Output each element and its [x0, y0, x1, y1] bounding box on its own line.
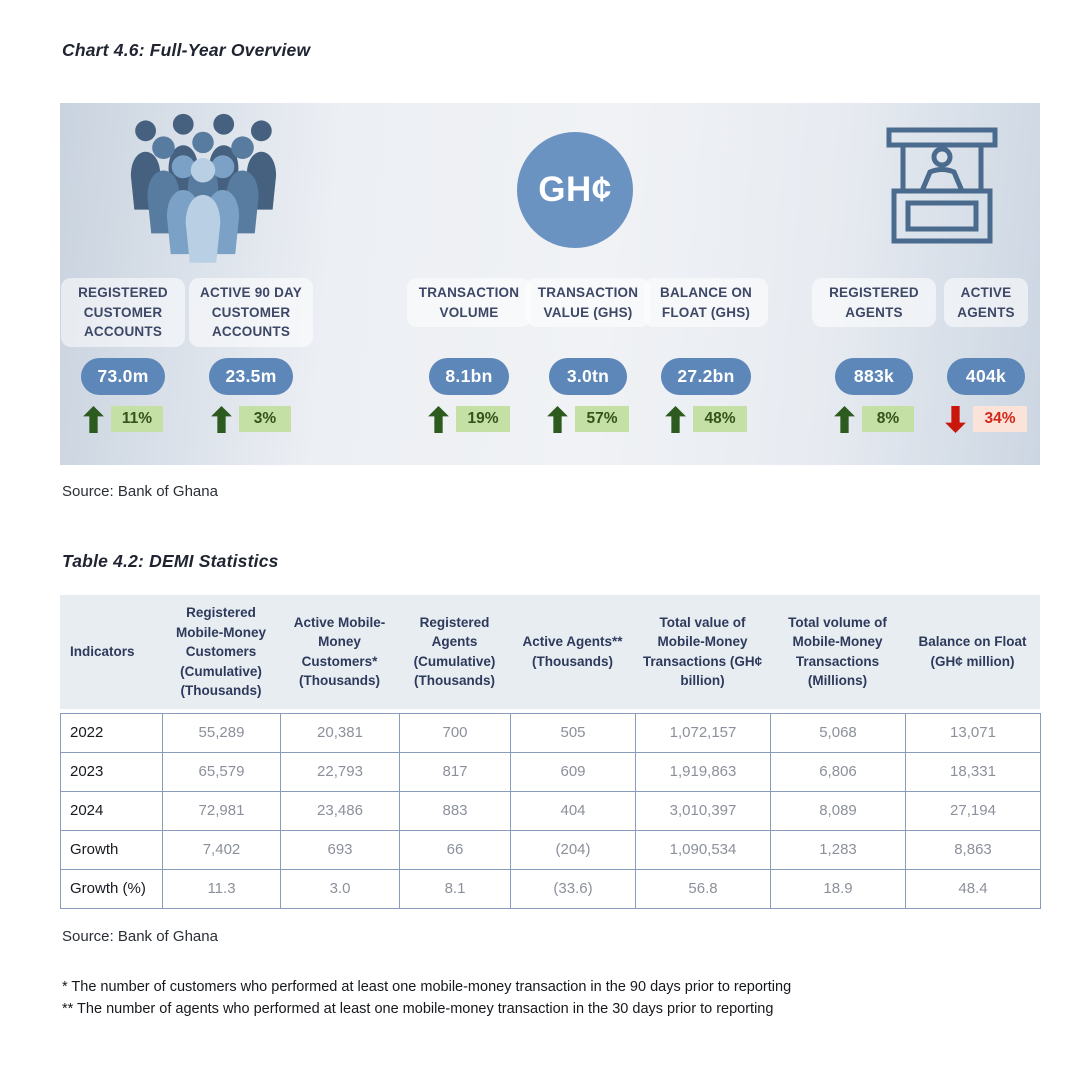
footnotes [62, 976, 791, 1020]
demi-table-body [60, 713, 1041, 909]
data-cell: 18,331 [906, 752, 1041, 791]
stat-change [834, 404, 914, 434]
data-cell: 72,981 [163, 791, 281, 830]
stat-card [61, 278, 185, 434]
data-cell: 404 [511, 791, 636, 830]
stat-value-pill: 8.1bn [429, 358, 508, 395]
stat-change-badge: 3% [239, 406, 291, 432]
table-row [61, 830, 1041, 869]
stat-value-pill: 27.2bn [661, 358, 750, 395]
table-source: Source: Bank of Ghana [62, 928, 218, 945]
data-cell: 56.8 [636, 869, 771, 908]
data-cell: 22,793 [281, 752, 400, 791]
stat-change [83, 404, 163, 434]
trend-arrow-icon [945, 406, 966, 433]
data-cell: 1,283 [771, 830, 906, 869]
data-cell: 65,579 [163, 752, 281, 791]
stat-label: REGISTERED CUSTOMER ACCOUNTS [61, 278, 185, 347]
table-body [61, 713, 1041, 908]
stat-change [211, 404, 291, 434]
data-cell: 8,863 [906, 830, 1041, 869]
data-cell: 55,289 [163, 713, 281, 752]
table-row [61, 713, 1041, 752]
row-label-cell: 2023 [61, 752, 163, 791]
data-cell: 700 [400, 713, 511, 752]
stat-card [924, 278, 1048, 434]
customers-group-icon [100, 111, 306, 271]
data-cell: (33.6) [511, 869, 636, 908]
stat-card [407, 278, 531, 434]
infographic-banner [60, 103, 1040, 465]
stat-change [547, 404, 628, 434]
trend-arrow-icon [428, 406, 449, 433]
table-header-cell: Active Mobile-Money Customers* (Thousands) [293, 614, 386, 689]
data-cell: 3.0 [281, 869, 400, 908]
data-cell: 817 [400, 752, 511, 791]
stat-card [189, 278, 313, 434]
stat-label: TRANSACTION VOLUME [407, 278, 531, 327]
data-cell: 693 [281, 830, 400, 869]
stat-change-badge: 11% [111, 406, 163, 432]
data-cell: 48.4 [906, 869, 1041, 908]
table-row [61, 752, 1041, 791]
demi-table [60, 595, 1040, 909]
table-row [61, 791, 1041, 830]
chart-source: Source: Bank of Ghana [62, 483, 218, 500]
stat-change-badge: 8% [862, 406, 914, 432]
table-header-cell: Active Agents** (Thousands) [522, 634, 623, 669]
stat-label: TRANSACTION VALUE (GHS) [526, 278, 650, 327]
stat-value-pill: 3.0tn [549, 358, 627, 395]
data-cell: 27,194 [906, 791, 1041, 830]
stat-value-pill: 73.0m [81, 358, 164, 395]
table-header-cell: Indicators [70, 644, 135, 660]
table-row [61, 869, 1041, 908]
stat-label: BALANCE ON FLOAT (GHS) [644, 278, 768, 327]
table-header-row [60, 595, 1040, 709]
stat-change-badge: 57% [575, 406, 628, 432]
data-cell: 3,010,397 [636, 791, 771, 830]
row-label-cell: Growth (%) [61, 869, 163, 908]
data-cell: 13,071 [906, 713, 1041, 752]
stat-change [945, 404, 1026, 434]
stat-value-pill: 404k [947, 358, 1025, 395]
row-label-cell: Growth [61, 830, 163, 869]
data-cell: 609 [511, 752, 636, 791]
data-cell: 1,090,534 [636, 830, 771, 869]
table-header-cell: Balance on Float (GH¢ million) [918, 634, 1027, 669]
trend-arrow-icon [211, 406, 232, 433]
table-title: Table 4.2: DEMI Statistics [62, 551, 279, 571]
chart-title: Chart 4.6: Full-Year Overview [62, 40, 311, 60]
row-label-cell: 2024 [61, 791, 163, 830]
agent-booth-icon [886, 127, 998, 245]
trend-arrow-icon [83, 406, 104, 433]
data-cell: 18.9 [771, 869, 906, 908]
trend-arrow-icon [665, 406, 686, 433]
stat-label: ACTIVE 90 DAY CUSTOMER ACCOUNTS [189, 278, 313, 347]
stat-card [526, 278, 650, 434]
data-cell: 7,402 [163, 830, 281, 869]
table-header-cell: Registered Mobile-Money Customers (Cumulative) (Thousands) [176, 605, 266, 699]
footnote-agents: ** The number of agents who performed at least one mobile-money transaction in the 30 days prior to reporting [62, 1001, 774, 1017]
data-cell: 8,089 [771, 791, 906, 830]
stat-label: REGISTERED AGENTS [812, 278, 936, 327]
stat-card [812, 278, 936, 434]
data-cell: 6,806 [771, 752, 906, 791]
stat-change [665, 404, 746, 434]
trend-arrow-icon [547, 406, 568, 433]
data-cell: 1,072,157 [636, 713, 771, 752]
data-cell: (204) [511, 830, 636, 869]
ghc-coin-text: GH¢ [538, 170, 612, 209]
data-cell: 883 [400, 791, 511, 830]
trend-arrow-icon [834, 406, 855, 433]
ghc-coin-icon [517, 132, 633, 248]
stat-change-badge: 19% [456, 406, 509, 432]
stat-value-pill: 23.5m [209, 358, 292, 395]
stat-change-badge: 34% [973, 406, 1026, 432]
data-cell: 505 [511, 713, 636, 752]
data-cell: 20,381 [281, 713, 400, 752]
table-header-cell: Total value of Mobile-Money Transactions (GH¢ billion) [642, 614, 763, 689]
stat-card [644, 278, 768, 434]
data-cell: 5,068 [771, 713, 906, 752]
data-cell: 11.3 [163, 869, 281, 908]
table-header-cell: Registered Agents (Cumulative) (Thousands) [413, 614, 496, 689]
stat-change-badge: 48% [693, 406, 746, 432]
data-cell: 8.1 [400, 869, 511, 908]
row-label-cell: 2022 [61, 713, 163, 752]
stat-label: ACTIVE AGENTS [944, 278, 1028, 327]
data-cell: 1,919,863 [636, 752, 771, 791]
stat-value-pill: 883k [835, 358, 913, 395]
table-header-cell: Total volume of Mobile-Money Transactions (Millions) [788, 614, 887, 689]
stat-change [428, 404, 509, 434]
data-cell: 66 [400, 830, 511, 869]
data-cell: 23,486 [281, 791, 400, 830]
footnote-customers: * The number of customers who performed at least one mobile-money transaction in the 90 days prior to reporting [62, 979, 792, 995]
